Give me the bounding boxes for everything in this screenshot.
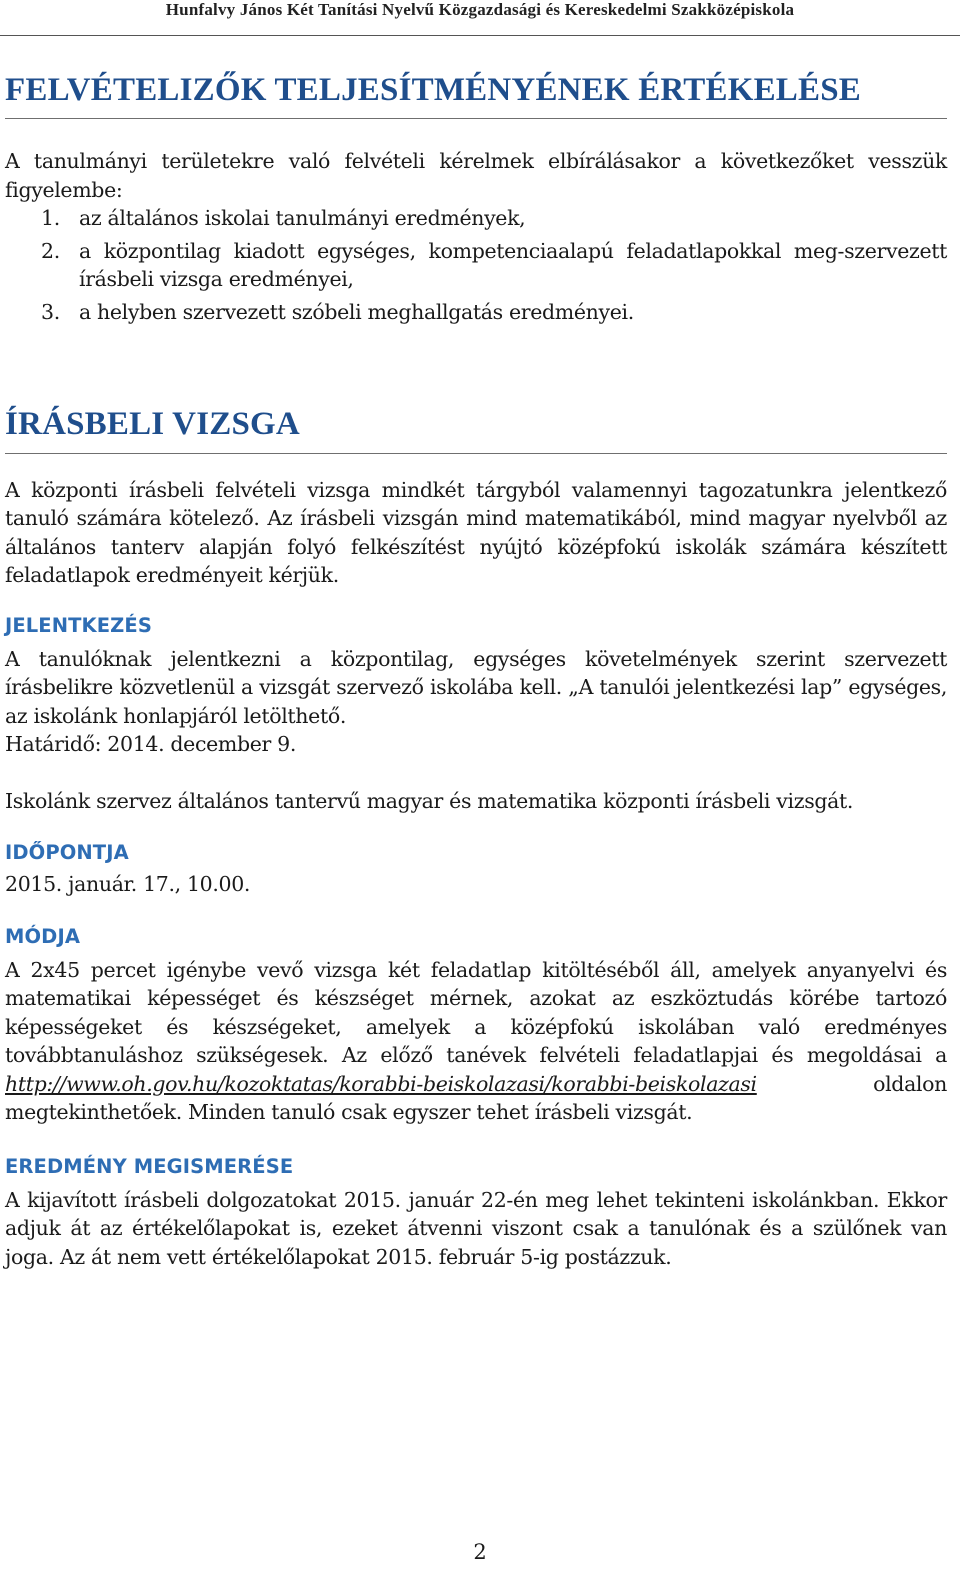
- exam-organization-note: Iskolánk szervez általános tantervű magyar és matematika központi írásbeli vizsgát.: [5, 788, 854, 813]
- section-title-evaluation: FELVÉTELIZŐK TELJESÍTMÉNYÉNEK ÉRTÉKELÉSE: [5, 72, 947, 119]
- exam-date: 2015. január. 17., 10.00.: [5, 872, 251, 897]
- results-text: A kijavított írásbeli dolgozatokat 2015. január 22-én meg lehet tekinteni iskolánkban. Ekkor adjuk át az értékelőlapokat is, ezeket átvenni viszont csak a tanulónak és a szülőnek van joga. Az át nem vett értékelőlapokat 2015. február 5-ig postázzuk.: [5, 1187, 947, 1269]
- page-content: [5, 60, 947, 1271]
- written-exam-intro: A központi írásbeli felvételi vizsga mindkét tárgyból valamennyi tagozatunkra jelentkező tanuló számára kötelező. Az írásbeli vizsgán mind matematikából, mind magyar nyelvből az általános tanterv alapján folyó felkészítést nyújtó középfokú iskolák számára készített feladatlapok eredményeit kérjük.: [5, 477, 947, 588]
- page-number: 2: [473, 1540, 487, 1564]
- criteria-text: a helyben szervezett szóbeli meghallgatás eredményei.: [79, 299, 634, 324]
- heading-registration: JELENTKEZÉS: [5, 613, 152, 637]
- registration-text: A tanulóknak jelentkezni a központilag, egységes követelmények szerint szervezett írásbelikre közvetlenül a vizsgát szervező iskolába kell. „A tanulói jelentkezési lap” egységes, az iskolánk honlapjáról letölthető.: [5, 646, 947, 728]
- method-text-after: oldalon megtekinthetőek. Minden tanuló csak egyszer tehet írásbeli vizsgát.: [5, 1071, 947, 1125]
- registration-deadline: Határidő: 2014. december 9.: [5, 732, 296, 757]
- section-title-written-exam: ÍRÁSBELI VIZSGA: [5, 406, 947, 453]
- school-header: Hunfalvy János Két Tanítási Nyelvű Közgazdasági és Kereskedelmi Szakközépiskola: [165, 0, 795, 19]
- heading-date: IDŐPONTJA: [5, 841, 129, 865]
- previous-tests-link[interactable]: http://www.oh.gov.hu/kozoktatas/korabbi-beiskolazasi/korabbi-beiskolazasi: [5, 1071, 757, 1096]
- criteria-item: [5, 204, 947, 233]
- heading-results: EREDMÉNY MEGISMERÉSE: [5, 1154, 294, 1178]
- heading-method: MÓDJA: [5, 924, 81, 948]
- criteria-number: 1.: [41, 206, 60, 231]
- method-text-before: A 2x45 percet igénybe vevő vizsga két feladatlap kitöltéséből áll, amelyek anyanyelvi és matematikai képességet és készséget mérnek, azokat az eszköztudás körébe tartozó képességeket és készségeket, amelyek a középfokú iskolában való eredményes továbbtanuláshoz szükségesek. Az előző tanévek felvételi feladatlapjai és megoldásai a: [5, 957, 947, 1068]
- header-divider: [0, 35, 960, 36]
- criteria-item: [5, 237, 947, 294]
- criteria-item: [5, 298, 947, 327]
- method-text: [5, 956, 947, 1127]
- criteria-text: az általános iskolai tanulmányi eredmények,: [79, 206, 526, 231]
- evaluation-intro: A tanulmányi területekre való felvételi kérelmek elbírálásakor a következőket vesszük figyelembe:: [5, 149, 947, 202]
- criteria-number: 3.: [41, 299, 60, 324]
- criteria-text: a központilag kiadott egységes, kompetenciaalapú feladatlapokkal meg-szervezett írásbeli vizsga eredményei,: [79, 238, 947, 292]
- criteria-number: 2.: [41, 238, 60, 263]
- criteria-list: [5, 204, 947, 326]
